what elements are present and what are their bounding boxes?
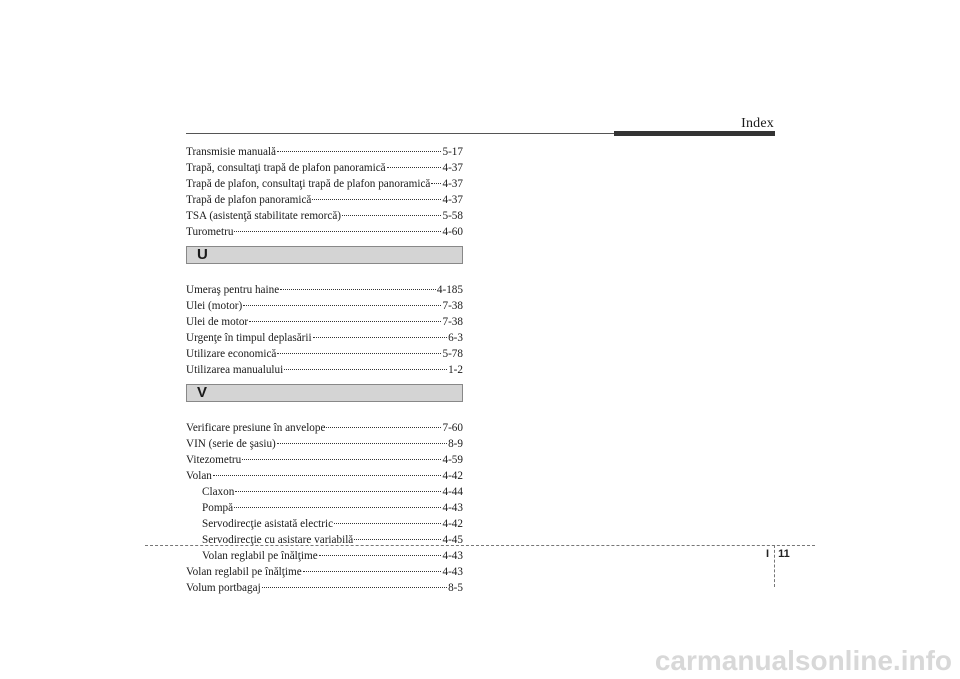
entry-page: 7-38 xyxy=(442,316,463,328)
dot-leader xyxy=(280,288,436,290)
entry-text: Turometru xyxy=(186,226,234,238)
dot-leader xyxy=(326,426,441,428)
entry-page: 4-60 xyxy=(442,226,463,238)
index-entry xyxy=(186,484,463,500)
dot-leader xyxy=(303,570,442,572)
page-number xyxy=(766,548,790,560)
dot-leader xyxy=(235,490,441,492)
entry-text: Servodirecţie cu asistare variabilă xyxy=(202,534,354,546)
section-letter: V xyxy=(197,384,208,401)
index-entry xyxy=(186,516,463,532)
index-entry xyxy=(186,314,463,330)
dot-leader xyxy=(431,182,441,184)
entry-page: 4-43 xyxy=(442,502,463,514)
entry-page: 1-2 xyxy=(448,364,463,376)
index-entry xyxy=(186,564,463,580)
entry-text: Volum portbagaj xyxy=(186,582,261,594)
entry-text: VIN (serie de şasiu) xyxy=(186,438,276,450)
entry-page: 4-185 xyxy=(436,284,463,296)
index-entry xyxy=(186,298,463,314)
index-entry xyxy=(186,192,463,208)
entry-text: Volan reglabil pe înălţime xyxy=(186,566,302,578)
index-entry xyxy=(186,420,463,436)
entry-text: Volan reglabil pe înălţime xyxy=(202,550,318,562)
index-entry xyxy=(186,282,463,298)
dot-leader xyxy=(342,214,441,216)
section-letter: I xyxy=(766,548,770,560)
dot-leader xyxy=(334,522,441,524)
header-accent-bar xyxy=(614,131,775,136)
entry-page: 4-43 xyxy=(442,550,463,562)
entry-page: 4-43 xyxy=(442,566,463,578)
entry-text: Verificare presiune în anvelope xyxy=(186,422,326,434)
entry-text: Umeraş pentru haine xyxy=(186,284,280,296)
dot-leader xyxy=(262,586,447,588)
entry-text: Servodirecţie asistată electric xyxy=(202,518,334,530)
entry-text: Trapă de plafon, consultaţi trapă de plafon panoramică xyxy=(186,178,431,190)
entry-text: Trapă de plafon panoramică xyxy=(186,194,312,206)
dot-leader xyxy=(242,458,441,460)
footer-rule xyxy=(145,545,815,546)
index-entry xyxy=(186,330,463,346)
index-entry xyxy=(186,160,463,176)
index-entry xyxy=(186,548,463,564)
dot-leader xyxy=(277,150,441,152)
index-entry xyxy=(186,452,463,468)
dot-leader xyxy=(243,304,441,306)
entry-text: Ulei de motor xyxy=(186,316,249,328)
index-entry xyxy=(186,362,463,378)
page-header-title: Index xyxy=(741,116,774,131)
dot-leader xyxy=(213,474,442,476)
entry-page: 6-3 xyxy=(448,332,463,344)
entry-text: Pompă xyxy=(202,502,234,514)
entry-page: 8-9 xyxy=(448,438,463,450)
index-entry xyxy=(186,176,463,192)
index-entry xyxy=(186,346,463,362)
entry-page: 4-42 xyxy=(442,518,463,530)
entry-text: Volan xyxy=(186,470,212,482)
watermark: carmanualsonline.info xyxy=(654,645,952,676)
section-letter-bar xyxy=(186,384,463,402)
dot-leader xyxy=(354,538,441,540)
entry-page: 4-37 xyxy=(442,194,463,206)
index-entry xyxy=(186,144,463,160)
entry-text: Trapă, consultaţi trapă de plafon panoramică xyxy=(186,162,386,174)
entry-page: 4-59 xyxy=(442,454,463,466)
index-entry xyxy=(186,468,463,484)
dot-leader xyxy=(234,506,441,508)
section-letter: U xyxy=(197,246,208,263)
dot-leader xyxy=(277,352,441,354)
entry-page: 5-78 xyxy=(442,348,463,360)
entry-page: 4-45 xyxy=(442,534,463,546)
entry-page: 4-42 xyxy=(442,470,463,482)
entry-text: Utilizare economică xyxy=(186,348,277,360)
entry-text: Ulei (motor) xyxy=(186,300,243,312)
section-letter-bar xyxy=(186,246,463,264)
entry-page: 7-38 xyxy=(442,300,463,312)
index-entry xyxy=(186,224,463,240)
entry-text: Claxon xyxy=(202,486,235,498)
dot-leader xyxy=(313,336,447,338)
entry-page: 4-37 xyxy=(442,178,463,190)
dot-leader xyxy=(249,320,441,322)
dot-leader xyxy=(277,442,447,444)
entry-page: 5-17 xyxy=(442,146,463,158)
index-column xyxy=(186,144,463,596)
entry-text: Vitezometru xyxy=(186,454,242,466)
dot-leader xyxy=(284,368,447,370)
index-entry xyxy=(186,208,463,224)
index-entry xyxy=(186,436,463,452)
dot-leader xyxy=(234,230,441,232)
entry-text: Urgenţe în timpul deplasării xyxy=(186,332,312,344)
page-num: 11 xyxy=(778,548,790,560)
entry-text: TSA (asistenţă stabilitate remorcă) xyxy=(186,210,342,222)
dot-leader xyxy=(387,166,442,168)
entry-page: 8-5 xyxy=(448,582,463,594)
dot-leader xyxy=(319,554,442,556)
entry-page: 4-44 xyxy=(442,486,463,498)
dot-leader xyxy=(312,198,441,200)
entry-page: 4-37 xyxy=(442,162,463,174)
entry-page: 7-60 xyxy=(442,422,463,434)
index-entry xyxy=(186,500,463,516)
entry-text: Transmisie manuală xyxy=(186,146,277,158)
entry-text: Utilizarea manualului xyxy=(186,364,284,376)
index-entry xyxy=(186,580,463,596)
entry-page: 5-58 xyxy=(442,210,463,222)
